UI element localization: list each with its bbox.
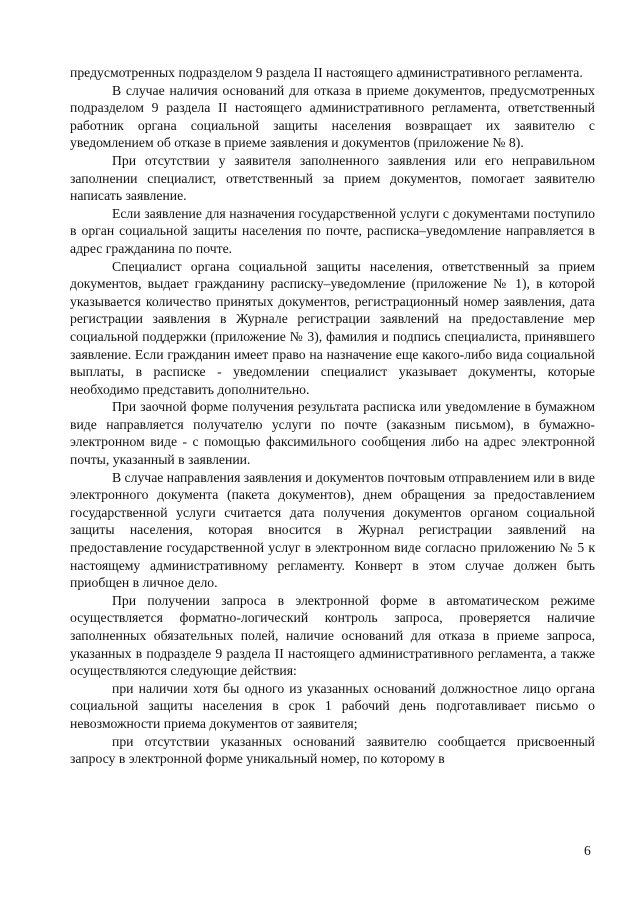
paragraph-6: При заочной форме получения результата расписка или уведомление в бумажном виде направляется получателю услуги по почте (заказным письмом), в бумажно-электронном виде - с помощью факсимильного сообщения либо на адрес электронной почты, указанный в заявлении.: [70, 399, 595, 468]
paragraph-8: При получении запроса в электронной форме в автоматическом режиме осуществляется форматно-логический контроль запроса, проверяется наличие заполненных обязательных полей, наличие оснований для отказа в приеме запроса, указанных в подразделе 9 раздела II настоящего административного регламента, а также осуществляются следующие действия:: [70, 592, 595, 679]
paragraph-4: Если заявление для назначения государственной услуги с документами поступило в орган социальной защиты населения по почте, расписка–уведомление направляется в адрес гражданина по почте.: [70, 205, 595, 256]
paragraph-1: предусмотренных подразделом 9 раздела II настоящего административного регламента.: [70, 65, 583, 80]
paragraph-7: В случае направления заявления и документов почтовым отправлением или в виде электронного документа (пакета документов), днем обращения за предоставлением государственной услуги считается дата получения документов органом социальной защиты населения, которая вносится в Журнал регистрации заявлений на предоставление государственной услуг в электронном виде согласно приложению № 5 к настоящему административному регламенту. Конверт в этом случае должен быть приобщен в личное дело.: [70, 469, 595, 591]
paragraph-10: при отсутствии указанных оснований заявителю сообщается присвоенный запросу в электронной форме уникальный номер, по которому в: [70, 733, 595, 767]
paragraph-2: В случае наличия оснований для отказа в приеме документов, предусмотренных подразделом 9 раздела II настоящего административного регламента, ответственный работник органа социальной защиты населения возвращает их заявителю с уведомлением об отказе в приеме заявления и документов (приложение № 8).: [70, 82, 595, 151]
document-page: [70, 64, 595, 768]
page-number: 6: [584, 843, 591, 858]
paragraph-9: при наличии хотя бы одного из указанных оснований должностное лицо органа социальной защиты населения в срок 1 рабочий день подготавливает письмо о невозможности приема документов от заявителя;: [70, 680, 595, 731]
paragraph-3: При отсутствии у заявителя заполненного заявления или его неправильном заполнении специалист, ответственный за прием документов, помогает заявителю написать заявление.: [70, 152, 595, 204]
paragraph-5: Специалист органа социальной защиты населения, ответственный за прием документов, выдает гражданину расписку–уведомление (приложение № 1), в которой указывается количество принятых документов, регистрационный номер заявления, дата регистрации заявления в Журнале регистрации заявлений на предоставление мер социальной поддержки (приложение № 3), фамилия и подпись специалиста, принявшего заявление. Если гражданин имеет право на назначение еще какого-либо вида социальной выплаты, в расписке - уведомлении специалист указывает документы, которые необходимо представить дополнительно.: [70, 258, 595, 397]
